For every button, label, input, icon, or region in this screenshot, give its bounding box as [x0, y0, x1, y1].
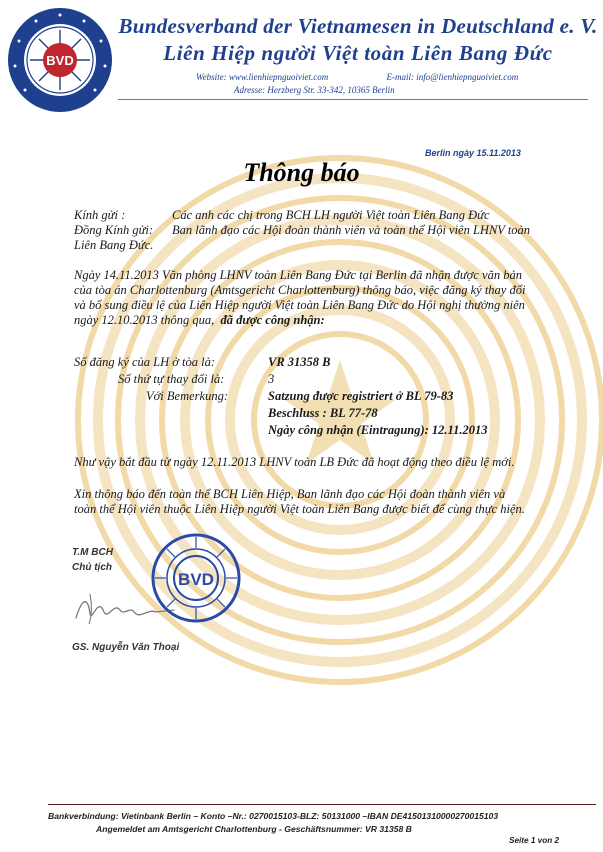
recipient-value-2: Ban lãnh đạo các Hội đoàn thành viên và toàn thể Hội viên LHNV toàn [172, 223, 531, 237]
organization-stamp [150, 532, 242, 624]
registration-number: VR 31358 B [268, 355, 331, 369]
recipient-value-1: Các anh các chị trong BCH LH người Việt toàn Liên Bang Đức [172, 208, 490, 222]
court-register-number: VR 31358 B [365, 824, 412, 834]
bvd-logo [6, 6, 114, 114]
paragraph-3-line: toàn thể Hội viên thuộc Liên Hiệp người Việt toàn Liên Bang được biết để cùng thực hiện. [74, 502, 525, 516]
svg-text:BVD: BVD [46, 53, 74, 68]
address: Adresse: Herzberg Str. 33-342, 10365 Berlin [234, 85, 395, 95]
on-behalf-label: T.M BCH [72, 547, 113, 558]
bank-details: Bankverbindung: Vietinbank Berlin – Konto –Nr.: 0270015103-BLZ: 50131000 –IBAN DE41501310000270015103 [48, 811, 499, 821]
website: Website: www.lienhiepnguoiviet.com [196, 72, 329, 82]
signer-role: Chủ tịch [72, 562, 112, 573]
org-name-vietnamese: Liên Hiệp người Việt toàn Liên Bang Đức [163, 41, 553, 65]
paragraph-2: Như vậy bắt đầu từ ngày 12.11.2013 LHNV toàn LB Đức đã hoạt động theo điều lệ mới. [74, 455, 515, 469]
date-line: Berlin ngày 15.11.2013 [425, 148, 521, 158]
registration-label: Số đăng ký của LH ở tòa là: [74, 355, 216, 369]
footer-divider [48, 804, 596, 805]
change-number-label: Số thứ tự thay đổi là: [118, 372, 225, 386]
page-number: Seite 1 von 2 [509, 836, 560, 845]
recipient-label-2: Đồng Kính gửi: [74, 223, 154, 237]
paragraph-3 [74, 487, 525, 517]
court-registration: Angemeldet am Amtsgericht Charlottenburg - Geschäftsnummer: VR 31358 B [96, 824, 412, 834]
paragraph-3-line: Xin thông báo đến toàn thể BCH Liên Hiệp, Ban lãnh đạo các Hội đoàn thành viên và [74, 487, 506, 501]
signer-name: GS. Nguyễn Văn Thoại [72, 642, 180, 653]
approval-emphasis: đã được công nhận: [220, 313, 325, 327]
email: E-mail: info@lienhiepnguoiviet.com [386, 72, 519, 82]
document-title: Thông báo [243, 158, 360, 187]
header-divider [118, 99, 588, 100]
svg-text:BVD: BVD [178, 570, 214, 589]
remark-resolution: Beschluss : BL 77-78 [268, 406, 378, 420]
paragraph-1 [74, 268, 525, 328]
paragraph-1-line: và bổ sung điều lệ của Liên Hiệp người Việt toàn Liên Bang Đức do Hội nghị thường niên [74, 298, 525, 312]
paragraph-1-line: Ngày 14.11.2013 Văn phòng LHNV toàn Liên Bang Đức tại Berlin đã nhận được văn bản [74, 268, 522, 282]
recipient-value-2-cont: Liên Bang Đức. [74, 238, 154, 252]
recipient-label-1: Kính gửi : [74, 208, 126, 222]
org-name-german: Bundesverband der Vietnamesen in Deutschland e. V. [118, 14, 598, 38]
contact-line [196, 72, 518, 82]
remark-entry-date: Ngày công nhận (Eintragung): 12.11.2013 [268, 423, 488, 437]
remark-label: Với Bemerkung: [146, 389, 228, 403]
paragraph-1-line: của tòa án Charlottenburg (Amtsgericht Charlottenburg) thông báo, việc đăng ký thay đổi [74, 283, 526, 297]
paragraph-1-line: ngày 12.10.2013 thông qua, đã được công nhận: [74, 313, 325, 327]
change-number: 3 [268, 372, 275, 386]
remark-statute: Satzung được registriert ở BL 79-83 [268, 389, 454, 403]
